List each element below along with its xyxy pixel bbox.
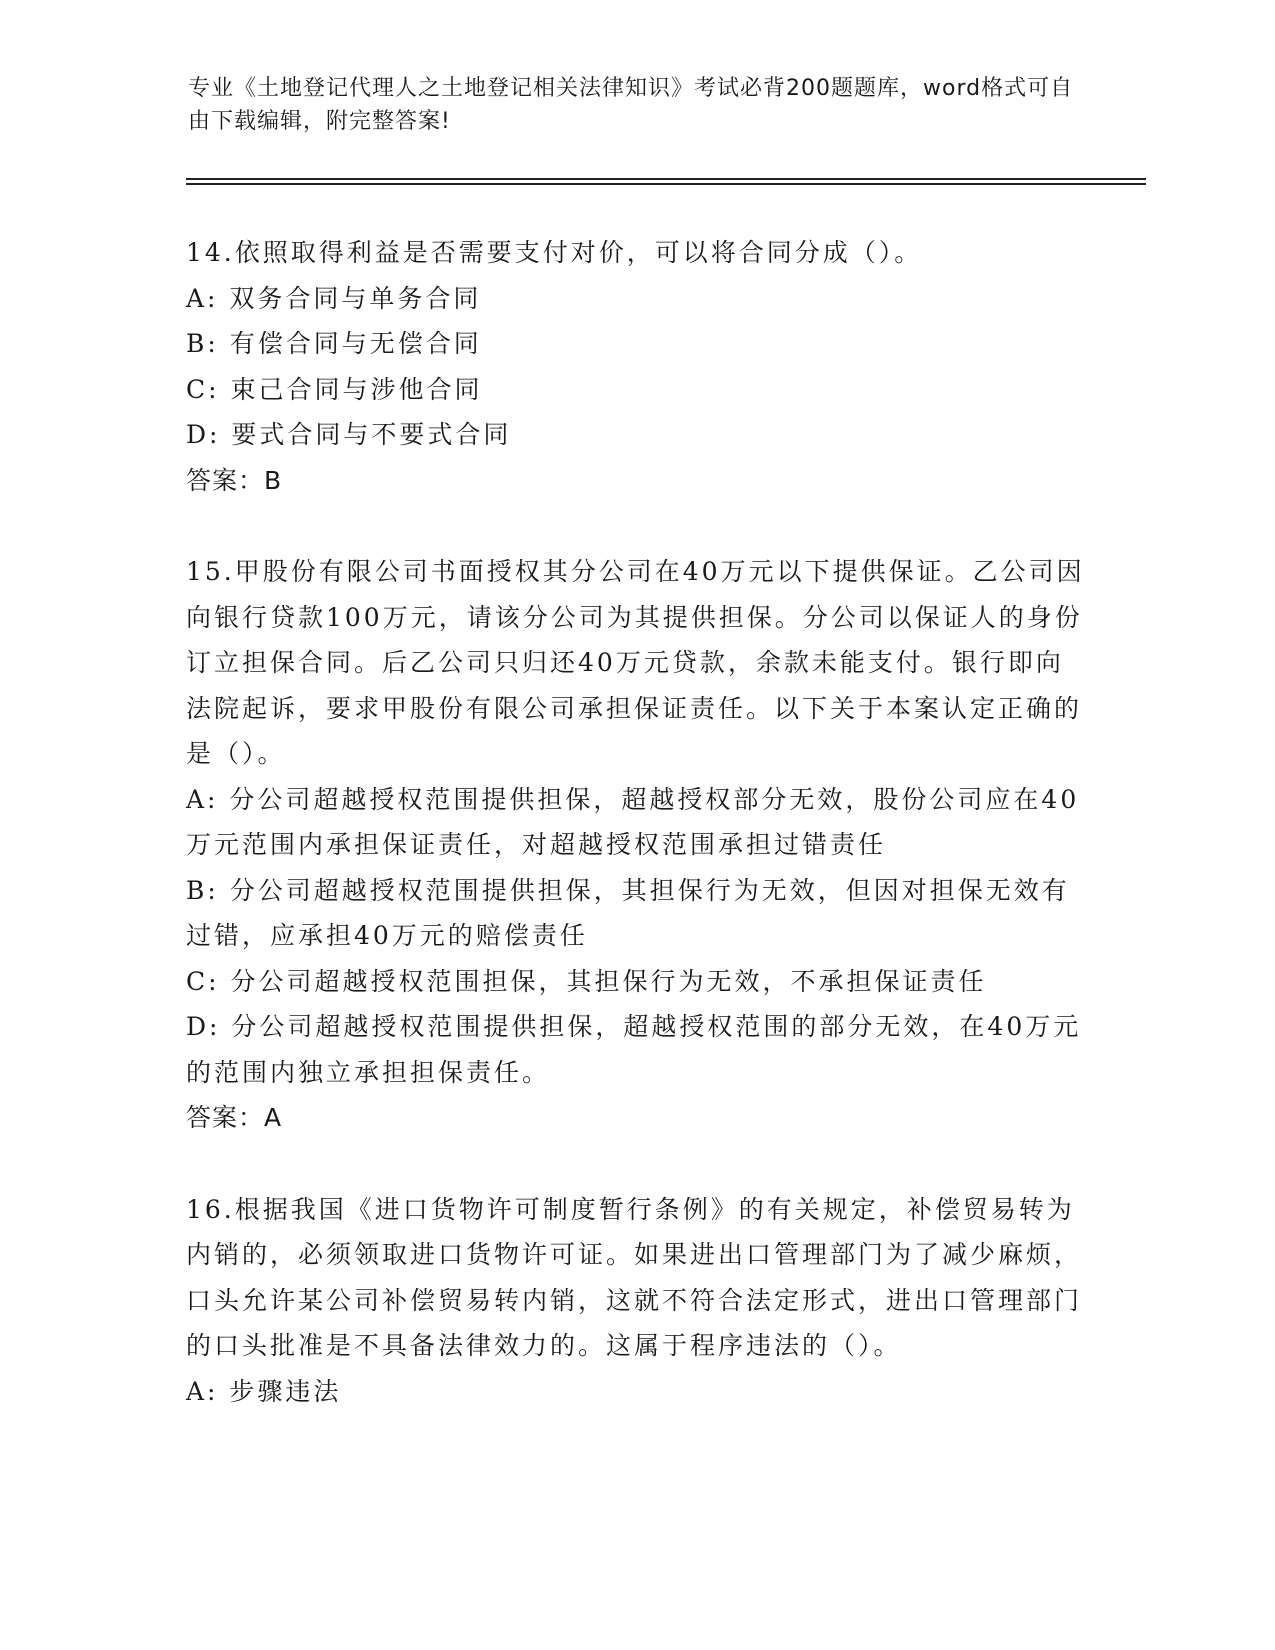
spacer: [186, 503, 1086, 549]
option-a: A: 双务合同与单务合同: [186, 283, 482, 313]
option-a: A: 分公司超越授权范围提供担保，超越授权部分无效，股份公司应在40万元范围内承担保证责任，对超越授权范围承担过错责任: [186, 784, 1080, 859]
question-14: [186, 230, 1086, 503]
option-d: D: 要式合同与不要式合同: [186, 420, 512, 449]
option-c: C: 束己合同与涉他合同: [186, 374, 483, 404]
question-16: [186, 1187, 1086, 1415]
answer: 答案：A: [186, 1103, 283, 1132]
option-c: C: 分公司超越授权范围担保，其担保行为无效，不承担保证责任: [186, 966, 987, 996]
answer: 答案：B: [186, 465, 283, 495]
question-text: 14.依照取得利益是否需要支付对价，可以将合同分成（）。: [186, 238, 923, 267]
option-b: B: 有偿合同与无偿合同: [186, 329, 482, 358]
spacer: [186, 1141, 1086, 1187]
option-a: A: 步骤违法: [186, 1376, 342, 1406]
header-rule-bottom: [186, 183, 1146, 185]
option-b: B: 分公司超越授权范围提供担保，其担保行为无效，但因对担保无效有过错，应承担40万元的赔偿责任: [186, 875, 1070, 950]
question-15: [186, 549, 1086, 1141]
question-list: [186, 230, 1086, 1414]
question-text: 15.甲股份有限公司书面授权其分公司在40万元以下提供保证。乙公司因向银行贷款100万元，请该分公司为其提供担保。分公司以保证人的身份订立担保合同。后乙公司只归还40万元贷款，余款未能支付。银行即向法院起诉，要求甲股份有限公司承担保证责任。以下关于本案认定正确的是（）。: [186, 557, 1085, 768]
question-text: 16.根据我国《进口货物许可制度暂行条例》的有关规定，补偿贸易转为内销的，必须领取进口货物许可证。如果进出口管理部门为了减少麻烦，口头允许某公司补偿贸易转内销，这就不符合法定形式，进出口管理部门的口头批准是不具备法律效力的。这属于程序违法的（）。: [186, 1194, 1083, 1360]
document-header: 专业《土地登记代理人之土地登记相关法律知识》考试必背200题题库，word格式可自由下载编辑，附完整答案!: [188, 76, 1074, 134]
option-d: D: 分公司超越授权范围提供担保，超越授权范围的部分无效，在40万元的范围内独立承担担保责任。: [186, 1012, 1082, 1087]
header-rule-top: [186, 178, 1146, 180]
